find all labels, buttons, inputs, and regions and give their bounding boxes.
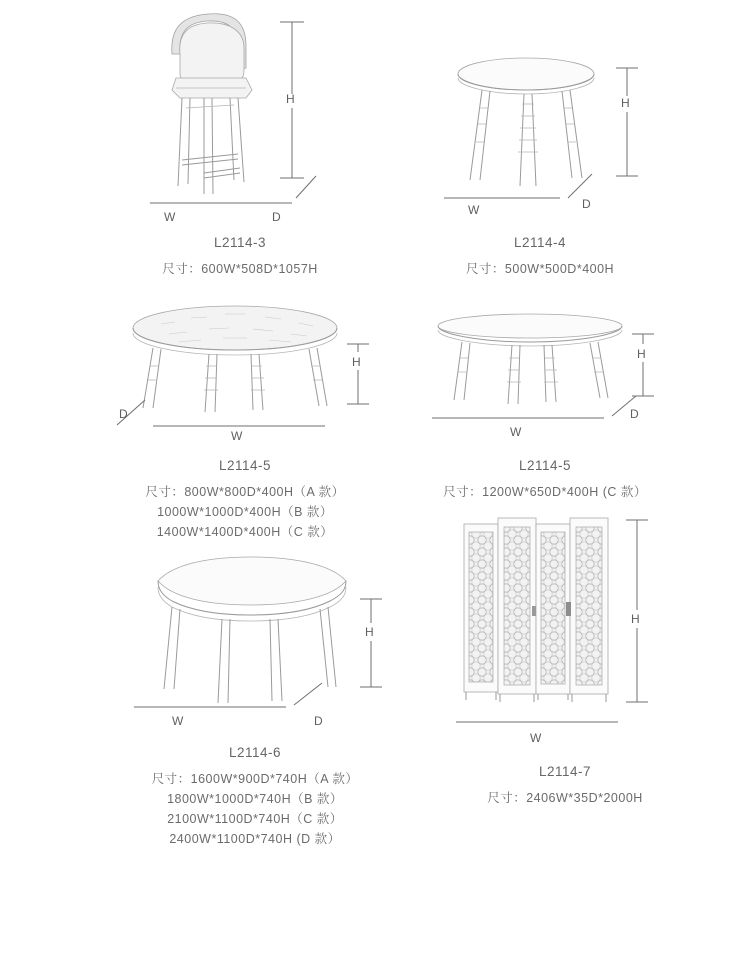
product-code-barstool: L2114-3: [213, 235, 267, 250]
dim-value: 800W*800D*400H（A 款）: [184, 485, 345, 499]
dim-value: 2400W*1100D*740H (D 款）: [169, 832, 341, 846]
product-dims-dining-table: [110, 769, 400, 849]
product-code-side-table: L2114-4: [513, 235, 567, 250]
dim-value: 2406W*35D*2000H: [526, 791, 643, 805]
dim-label: 尺寸：: [443, 485, 483, 499]
dim-value: 600W*508D*1057H: [201, 262, 318, 276]
product-dims-barstool: [120, 259, 360, 279]
oval-table-h-label: H: [637, 347, 646, 361]
product-card-oval-coffee-table: [420, 300, 670, 502]
product-dims-round-coffee-table: [105, 482, 385, 542]
round-table-d-label: D: [119, 407, 128, 421]
product-code-oval-coffee-table: L2114-5: [518, 458, 572, 473]
dim-label: 尺寸：: [151, 772, 191, 786]
oval-coffee-table-drawing: [420, 300, 670, 440]
barstool-h-label: H: [286, 92, 295, 106]
dim-value: 2100W*1100D*740H（C 款）: [167, 812, 343, 826]
dim-label: 尺寸：: [465, 262, 505, 276]
side-table-d-label: D: [582, 197, 591, 211]
product-dims-oval-coffee-table: [420, 482, 670, 502]
dim-label: 尺寸：: [145, 485, 185, 499]
side-table-h-label: H: [621, 96, 630, 110]
product-card-side-table: [420, 8, 660, 279]
dining-table-h-label: H: [365, 625, 374, 639]
screen-w-label: W: [530, 731, 542, 745]
side-table-drawing: [420, 8, 660, 233]
dim-label: 尺寸：: [162, 262, 202, 276]
dim-value: 1400W*1400D*400H（C 款）: [156, 525, 334, 539]
dim-value: 1800W*1000D*740H（B 款）: [167, 792, 343, 806]
dining-table-drawing: [110, 545, 400, 735]
dim-label: 尺寸：: [487, 791, 527, 805]
dim-value: 1600W*900D*740H（A 款）: [190, 772, 359, 786]
product-code-round-coffee-table: L2114-5: [218, 458, 272, 473]
dim-value: 1000W*1000D*400H（B 款）: [157, 505, 333, 519]
barstool-drawing: [120, 8, 360, 233]
product-card-folding-screen: [440, 510, 690, 808]
dim-value: 1200W*650D*400H (C 款）: [482, 485, 647, 499]
oval-table-d-label: D: [630, 407, 639, 421]
barstool-d-label: D: [272, 210, 281, 224]
dim-value: 500W*500D*400H: [504, 262, 615, 276]
barstool-w-label: W: [164, 210, 176, 224]
dining-table-w-label: W: [172, 714, 184, 728]
round-coffee-table-drawing: [105, 300, 385, 443]
side-table-w-label: W: [468, 203, 480, 217]
round-table-h-label: H: [352, 355, 361, 369]
product-dims-side-table: [420, 259, 660, 279]
folding-screen-drawing: [440, 510, 690, 750]
product-code-dining-table: L2114-6: [228, 745, 282, 760]
product-card-dining-table: [110, 545, 400, 849]
oval-table-w-label: W: [510, 425, 522, 439]
screen-h-label: H: [631, 612, 640, 626]
dining-table-d-label: D: [314, 714, 323, 728]
product-code-folding-screen: L2114-7: [538, 764, 592, 779]
product-card-barstool: [120, 8, 360, 279]
round-table-w-label: W: [231, 429, 243, 443]
product-dims-folding-screen: [440, 788, 690, 808]
product-card-round-coffee-table: [105, 300, 385, 542]
